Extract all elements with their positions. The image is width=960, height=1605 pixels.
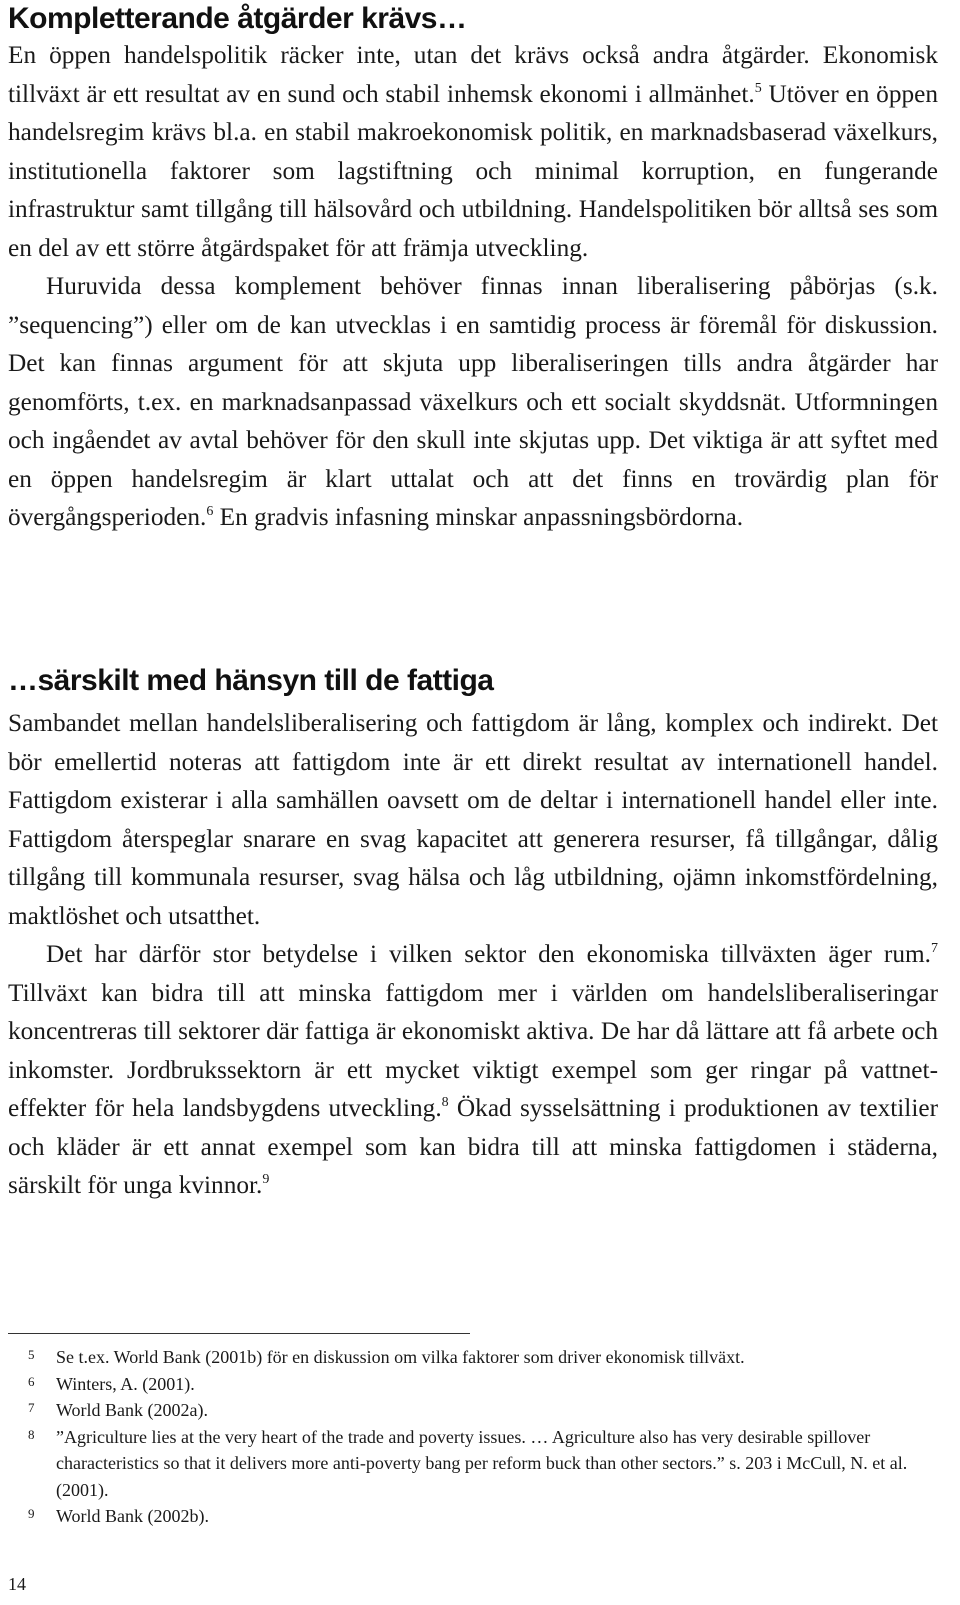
footnote-number: 7	[28, 1400, 35, 1415]
section-heading-complementary-measures: Kompletterande åtgärder krävs…	[8, 2, 467, 35]
footnote-text: Winters, A. (2001).	[56, 1373, 195, 1394]
footnote-ref[interactable]: 5	[754, 80, 762, 96]
footnote	[28, 1397, 938, 1424]
footnote-ref[interactable]: 6	[206, 504, 214, 519]
footnote-text: ”Agriculture lies at the very heart of the trade and poverty issues. … Agriculture also has very desirable spillover characteristics so that it delivers more anti-poverty bang per reform buck than other sectors.” s. 203 i McCull, N. et al. (2001).	[56, 1426, 908, 1500]
footnote	[28, 1424, 938, 1504]
footnote-number: 9	[28, 1506, 35, 1521]
footnote-number: 6	[28, 1373, 35, 1389]
section-body-complementary-measures	[8, 36, 938, 537]
footnote-ref[interactable]: 9	[262, 1172, 270, 1187]
paragraph: Det har därför stor betydelse i vilken sektor den ekonomiska tillväxten äger rum.$^7$ Tillväxt kan bidra till att minska fattigdom mer i världen om handelsliberaliseringar koncentreras till sektorer där fattiga är ekonomiskt aktiva. De har då lättare att få arbete och inkomster. Jordbrukssektorn är ett mycket viktigt exempel som ger ringar på vattnet-effekter för hela landsbygdens utveckling.$^8$ Ökad sysselsättning i produktionen av textilier och kläder är ett annat exempel som kan bidra till att minska fattigdomen i städerna, särskilt för unga kvinnor.$^9$	[8, 940, 938, 1199]
footnote-number: 8	[28, 1426, 35, 1442]
section-body-poverty	[8, 704, 938, 1205]
footnote-number: 5	[28, 1347, 35, 1362]
paragraph: Sambandet mellan handelsliberalisering och fattigdom är lång, komplex och indirekt. Det bör emellertid noteras att fattigdom inte är ett direkt resultat av internationell handel. Fattigdom existerar i alla samhällen oavsett om de deltar i internationell handel eller inte. Fattigdom återspeglar snarare en svag kapacitet att generera resurser, få tillgångar, dålig tillgång till kommunala resurser, svag hälsa och låg utbildning, ojämn inkomstfördelning, maktlöshet och utsatthet.	[8, 709, 938, 930]
footnote-text: World Bank (2002a).	[56, 1400, 209, 1420]
paragraph: Huruvida dessa komplement behöver finnas innan liberalisering påbörjas (s.k. ”sequencing”) eller om de kan utvecklas i en samtidig process är föremål för diskussion. Det kan finnas argument för att skjuta upp liberaliseringen tills andra åtgärder har genomförts, t.ex. en marknadsanpassad växelkurs och ett socialt skyddsnät. Utformningen och ingåendet av avtal behöver för den skull inte skjutas upp. Det viktiga är att syftet med en öppen handelsregim är klart uttalat och att det finns en trovärdig plan för övergångsperioden.$^6$ En gradvis infasning minskar anpassningsbördorna.	[8, 272, 938, 531]
footnotes	[28, 1344, 938, 1530]
page-number: 14	[8, 1574, 26, 1594]
footnote-divider	[8, 1333, 470, 1334]
footnote	[28, 1344, 938, 1371]
footnote	[28, 1503, 938, 1530]
paragraph: En öppen handelspolitik räcker inte, utan det krävs också andra åtgärder. Ekonomisk tillväxt är ett resultat av en sund och stabil inhemsk ekonomi i allmänhet.$^5$ Utöver en öppen handelsregim krävs bl.a. en stabil makroekonomisk politik, en marknadsbaserad växelkurs, institutionella faktorer som lagstiftning och minimal korruption, en fungerande infrastruktur samt tillgång till hälsovård och utbildning. Handelspolitiken bör alltså ses som en del av ett större åtgärdspaket för att främja utveckling.	[8, 41, 939, 262]
footnote	[28, 1371, 938, 1398]
footnote-text: World Bank (2002b).	[56, 1506, 210, 1526]
footnote-text: Se t.ex. World Bank (2001b) för en diskussion om vilka faktorer som driver ekonomisk tillväxt.	[56, 1347, 745, 1367]
section-heading-poverty: …särskilt med hänsyn till de fattiga	[8, 664, 494, 697]
footnote-ref[interactable]: 7	[931, 941, 938, 956]
footnote-ref[interactable]: 8	[441, 1095, 449, 1110]
